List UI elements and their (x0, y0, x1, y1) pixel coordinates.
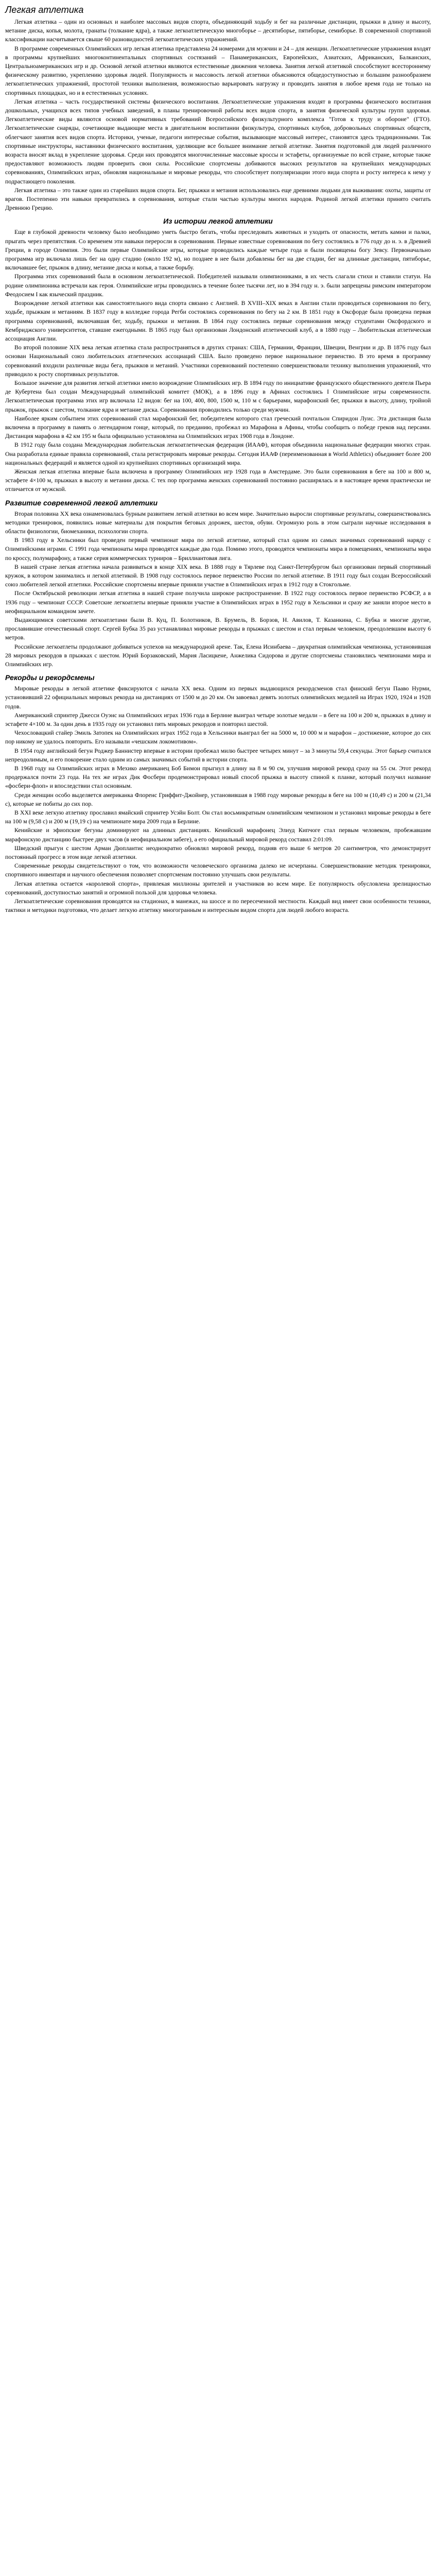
paragraph: Легкая атлетика – часть государственной системы физического воспитания. Легкоатлетические упражнения входят в программы физического воспитания дошкольных, учащихся всех типов учебных заведений, в планы тренировочной работы всех видов спорта, в занятия физической культуры групп здоровья. Легкоатлетические виды являются основой нормативных требований Всероссийского физкультурного комплекса "Готов к труду и обороне" (ГТО). Легкоатлетические снаряды, сочетающие выдающие места в двигательном воспитании физкультура, спортивных клубов, добровольных спортивных обществ, облегчают занятия всех видов спорта. Историки, ученые, педагоги интересные события, вызывающие массовый интерес, становятся здесь традиционными. Так спортивные инструкторы, наставники физического воспитания, уделяющие все большее внимание легкой атлетике. Занятия подготовкой для людей различного возраста вносят вклад в укрепление здоровья. Среди них проводятся многочисленные массовые кроссы и эстафеты, организуемые по всей стране, которые также предоставляют возможность людям проверить свои силы. Российские спортсмены добиваются высоких результатов на крупнейших международных соревнованиях, Олимпийских играх, обновляя национальные и мировые рекорды, что способствует популяризации этого вида спорта и росту интереса к нему у подрастающего поколения. (5, 97, 431, 185)
paragraph: В нашей стране легкая атлетика начала развиваться в конце XIX века. В 1888 году в Тярлеве под Санкт-Петербургом был организован первый спортивный кружок, в котором занимались и легкой атлетикой. В 1908 году состоялось первое первенство России по легкой атлетике. В 1911 году был создан Всероссийский союз любителей легкой атлетики. Российские спортсмены впервые приняли участие в Олимпийских играх в 1912 году в Стокгольме. (5, 563, 431, 588)
paragraph: Шведский прыгун с шестом Арман Дюплантис неоднократно обновлял мировой рекорд, подняв его выше 6 метров 20 сантиметров, что демонстрирует постоянный прогресс в этом виде легкой атлетики. (5, 844, 431, 861)
paragraph: В 1968 году на Олимпийских играх в Мехико американец Боб Бимон прыгнул в длину на 8 м 90 см, улучшив мировой рекорд сразу на 55 см. Этот рекорд продержался почти 23 года. На тех же играх Дик Фосбери продемонстрировал новый способ прыжка в высоту спиной к планке, который получил название «фосбери-флоп» и впоследствии стал основным. (5, 765, 431, 790)
paragraph: В программе современных Олимпийских игр легкая атлетика представлена 24 номерами для мужчин и 24 – для женщин. Легкоатлетические упражнения входят в программы крупнейших многоконтинентальных спортивных состязаний – Панамериканских, Европейских, Азиатских, Африканских, Балканских, Центральноамериканских игр и др. Основой легкой атлетики являются естественные движения человека. Занятия легкой атлетикой способствуют всестороннему физическому развитию, укреплению здоровья людей. Популярность и массовость легкой атлетики объясняются общедоступностью и большим разнообразием легкоатлетических упражнений, простотой техники выполнения, возможностью варьировать нагрузку и проводить занятия в любое время года не только на спортивных площадках, но и в естественных условиях. (5, 44, 431, 96)
paragraph: В XXI веке легкую атлетику прославил ямайский спринтер Усэйн Болт. Он стал восьмикратным олимпийским чемпионом и установил мировые рекорды в беге на 100 м (9,58 с) и 200 м (19,19 с) на чемпионате мира 2009 года в Берлине. (5, 809, 431, 825)
paragraph: Кенийские и эфиопские бегуны доминируют на длинных дистанциях. Кенийский марафонец Элиуд Кипчоге стал первым человеком, пробежавшим марафонскую дистанцию быстрее двух часов (в неофициальном забеге), а его официальный мировой рекорд составил 2:01:09. (5, 826, 431, 843)
paragraph: Вторая половина XX века ознаменовалась бурным развитием легкой атлетики во всем мире. Значительно выросли спортивные результаты, совершенствовались методики тренировок, появились новые материалы для покрытия беговых дорожек, шестов, обуви. Огромную роль в этом сыграли научные исследования в области физиологии, биомеханики, психологии спорта. (5, 510, 431, 535)
paragraph: В 1954 году английский бегун Роджер Баннистер впервые в истории пробежал милю быстрее четырех минут – за 3 минуты 59,4 секунды. Этот барьер считался непреодолимым, и его покорение стало одним из самых значимых событий в истории спорта. (5, 747, 431, 763)
modern-section (5, 510, 431, 669)
paragraph: Женская легкая атлетика впервые была включена в программу Олимпийских игр 1928 года в Амстердаме. Это были соревнования в беге на 100 и 800 м, эстафете 4×100 м, прыжках в высоту и метании диска. С тех пор программа женских соревнований постоянно расширялась и в настоящее время практически не отличается от мужской. (5, 467, 431, 493)
paragraph: Легкая атлетика остается «королевой спорта», привлекая миллионы зрителей и участников во всем мире. Ее популярность обусловлена зрелищностью соревнований, доступностью занятий и огромной пользой для здоровья человека. (5, 879, 431, 896)
paragraph: Программа этих соревнований была в основном легкоатлетической. Победителей называли олимпиониками, в их честь слагали стихи и ставили статуи. На родине олимпионика встречали как героя. Олимпийские игры проводились в течение более тысячи лет, но в 394 году н. э. были запрещены римским императором Феодосием I как языческий праздник. (5, 273, 431, 298)
section-title-records: Рекорды и рекордсмены (5, 673, 95, 682)
records-section (5, 684, 431, 914)
paragraph: В 1983 году в Хельсинки был проведен первый чемпионат мира по легкой атлетике, который стал одним из самых значимых соревнований наряду с Олимпийскими играми. С 1991 года чемпионаты мира проводятся каждые два года. Помимо этого, проводятся чемпионаты мира в помещениях, чемпионаты мира по кроссу, полумарафону, а также серия коммерческих турниров – Бриллиантовая лига. (5, 536, 431, 562)
page-title: Легкая атлетика (5, 5, 84, 15)
paragraph: Еще в глубокой древности человеку было необходимо уметь быстро бегать, чтобы преследовать животных и уходить от опасности, метать камни и палки, прыгать через препятствия. Со временем эти навыки переросли в соревнования. Первые известные соревнования по бегу состоялись в 776 году до н. э. в Древней Греции, в городе Олимпия. Это были первые Олимпийские игры, которые проводились каждые четыре года и были посвящены богу Зевсу. Первоначально программа игр включала лишь бег на одну стадию (около 192 м), но позднее в нее были добавлены бег на две стадии, бег на длинные дистанции, пятиборье, включавшее бег, прыжок в длину, метание диска и копья, а также борьбу. (5, 228, 431, 272)
paragraph: Современные рекорды свидетельствуют о том, что возможности человеческого организма далеко не исчерпаны. Совершенствование методик тренировки, спортивного инвентаря и научного обеспечения позволяет спортсменам постоянно улучшать свои результаты. (5, 862, 431, 878)
paragraph: В 1912 году была создана Международная любительская легкоатлетическая федерация (ИААФ), которая объединила национальные федерации многих стран. Она разработала единые правила соревнований, стала регистрировать мировые рекорды. Сегодня ИААФ (переименованная в World Athletics) объединяет более 200 национальных федераций и является одной из крупнейших спортивных организаций мира. (5, 441, 431, 466)
paragraph: Российские легкоатлеты продолжают добиваться успехов на международной арене. Так, Елена Исинбаева – двукратная олимпийская чемпионка, установившая 28 мировых рекордов в прыжках с шестом. Юрий Борзаковский, Мария Ласицкене, Анжелика Сидорова и другие спортсмены становились чемпионами мира и Олимпийских игр. (5, 642, 431, 668)
federation-section (5, 440, 431, 494)
paragraph: Во второй половине XIX века легкая атлетика стала распространяться в других странах: США, Германии, Франции, Швеции, Венгрии и др. В 1876 году был основан Национальный союз любительских атлетических ассоциаций США. Было проведено первое национальное первенство. В это время в программу соревнований входили различные виды бега, прыжков и метаний. Участники соревнований постепенно совершенствовали технику выполнения упражнений, что приводило к росту спортивных результатов. (5, 344, 431, 378)
paragraph: Выдающимися советскими легкоатлетами были В. Куц, П. Болотников, В. Брумель, В. Борзов, Н. Авилов, Т. Казанкина, С. Бубка и многие другие, прославившие отечественный спорт. Сергей Бубка 35 раз устанавливал мировые рекорды в прыжках с шестом и стал первым человеком, преодолевшим высоту 6 метров. (5, 616, 431, 641)
paragraph: Возрождение легкой атлетики как самостоятельного вида спорта связано с Англией. В XVIII–XIX веках в Англии стали проводиться соревнования по бегу, ходьбе, прыжкам и метаниям. В 1837 году в колледже города Регби состоялись соревнования по бегу на 2 км. В 1851 году в Оксфорде была проведена первая программа соревнований, включавшая бег, ходьбу, прыжки и метания. В 1864 году состоялись первые соревнования между студентами Оксфордского и Кембриджского университетов, ставшие ежегодными. В 1865 году был организован Лондонский атлетический клуб, а в 1880 году – Любительская атлетическая ассоциация Англии. (5, 299, 431, 342)
section-title-modern: Развитие современной легкой атлетики (5, 498, 158, 507)
history-section (5, 228, 431, 440)
paragraph: Мировые рекорды в легкой атлетике фиксируются с начала XX века. Одним из первых выдающихся рекордсменов стал финский бегун Пааво Нурми, установивший 22 официальных мировых рекорда на дистанциях от 1500 м до 20 км. Он завоевал девять золотых олимпийских медалей на Играх 1920, 1924 и 1928 годов. (5, 685, 431, 710)
section-title-history: Из истории легкой атлетики (163, 217, 273, 226)
paragraph: Среди женщин особо выделяется американка Флоренс Гриффит-Джойнер, установившая в 1988 году мировые рекорды в беге на 100 м (10,49 с) и 200 м (21,34 с), которые не побиты до сих пор. (5, 791, 431, 807)
paragraph: Американский спринтер Джесси Оуэнс на Олимпийских играх 1936 года в Берлине выиграл четыре золотые медали – в беге на 100 и 200 м, прыжках в длину и эстафете 4×100 м. За один день в 1935 году он установил пять мировых рекордов и повторил шестой. (5, 711, 431, 728)
paragraph: Легкая атлетика – это также один из старейших видов спорта. Бег, прыжки и метания использовались еще древними людьми для выживания: охоты, защиты от врагов. Постепенно эти навыки превратились в соревнования, которые стали частью культуры многих народов. Родиной легкой атлетики принято считать Древнюю Грецию. (5, 186, 431, 212)
paragraph: Легкоатлетические соревнования проводятся на стадионах, в манежах, на шоссе и по пересеченной местности. Каждый вид имеет свои особенности техники, тактики и методики подготовки, что делает легкую атлетику многогранным и интересным видом спорта для людей любого возраста. (5, 897, 431, 914)
paragraph: Чехословацкий стайер Эмиль Затопек на Олимпийских играх 1952 года в Хельсинки выиграл бег на 5000 м, 10 000 м и марафон – достижение, которое до сих пор никому не удалось повторить. Его называли «чешским локомотивом». (5, 729, 431, 745)
paragraph: Большое значение для развития легкой атлетики имело возрождение Олимпийских игр. В 1894 году по инициативе французского общественного деятеля Пьера де Кубертена был создан Международный олимпийский комитет (МОК), а в 1896 году в Афинах состоялись I Олимпийские игры современности. Легкоатлетическая программа этих игр включала 12 видов: бег на 100, 400, 800, 1500 м, 110 м с барьерами, марафонский бег, прыжки в высоту, длину, тройной прыжок, прыжок с шестом, толкание ядра и метание диска. Соревнования проводились только среди мужчин. (5, 379, 431, 413)
paragraph: Наиболее ярким событием этих соревнований стал марафонский бег, победителем которого стал греческий почтальон Спиридон Луис. Эта дистанция была включена в программу в память о легендарном гонце, который, по преданию, пробежал из Марафона в Афины, чтобы сообщить о победе греков над персами. Дистанция марафона в 42 км 195 м была официально установлена на Олимпийских играх 1908 года в Лондоне. (5, 414, 431, 440)
paragraph: После Октябрьской революции легкая атлетика в нашей стране получила широкое распространение. В 1922 году состоялось первое первенство РСФСР, а в 1936 году – чемпионат СССР. Советские легкоатлеты впервые приняли участие в Олимпийских играх в 1952 году в Хельсинки и сразу же заняли второе место в неофициальном командном зачете. (5, 589, 431, 615)
paragraph: Легкая атлетика – один из основных и наиболее массовых видов спорта, объединяющий ходьбу и бег на различные дистанции, прыжки в длину и высоту, метание диска, копья, молота, гранаты (толкание ядра), а также легкоатлетическую многоборье – десятиборье, пятиборье, семиборье. В современной спортивной классификации насчитывается свыше 60 разновидностей легкоатлетических упражнений. (5, 18, 431, 43)
intro-section (5, 18, 431, 212)
